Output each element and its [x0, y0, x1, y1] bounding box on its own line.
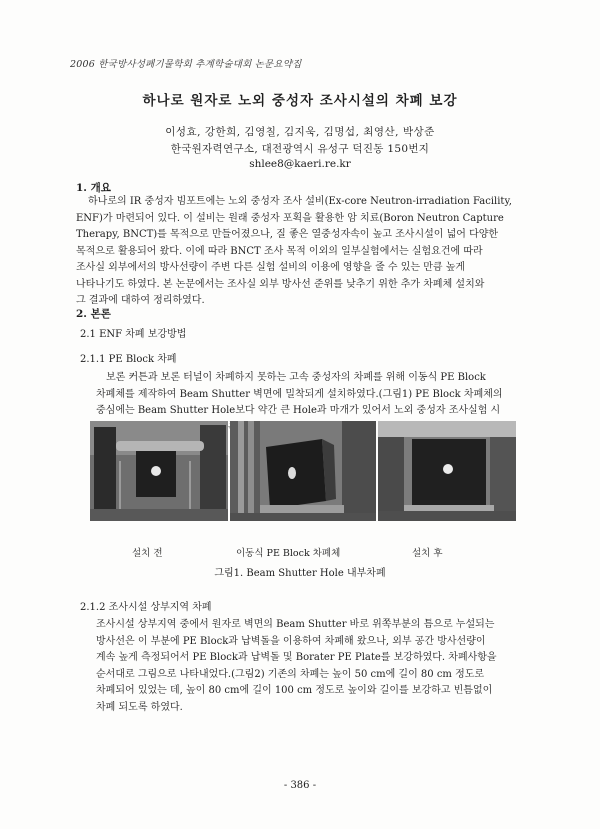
paragraph-line: 그 결과에 대하여 정리하였다. [76, 295, 205, 306]
paragraph-line: 나타나기도 하였다. 본 논문에서는 조사실 외부 방사선 준위를 낮추기 위한 추가 차폐체 설치와 [76, 278, 485, 290]
paragraph-line: 차폐되어 있었는 데, 높이 80 cm에 길이 100 cm 정도로 높이와 길이를 보강하고 빈틈없이 [96, 685, 493, 696]
affiliation: 한국원자력연구소, 대전광역시 유성구 덕진동 150번지 [170, 143, 430, 155]
paragraph-line: 차폐 되도록 하였다. [96, 701, 183, 713]
author-email: shlee8@kaeri.re.kr [249, 158, 351, 170]
paragraph-line: 순서대로 그림으로 나타내었다.(그림2) 기존의 차폐는 높이 50 cm에 길이 80 cm 정도로 [96, 668, 485, 680]
subsection-heading-2-1: 2.1 ENF 차폐 보강방법 [80, 329, 187, 340]
figure-1-photos [90, 421, 516, 521]
paragraph-line: 조사시설 상부지역 중에서 원자로 벽면의 Beam Shutter 바로 위쪽부분의 틈으로 누설되는 [96, 619, 495, 630]
section-heading-overview: 1. 개요 [76, 182, 111, 194]
photo-mobile-pe-block [230, 421, 376, 521]
paragraph-line: 중심에는 Beam Shutter Hole보다 약간 큰 Hole과 마개가 있어서 노외 중성자 조사실험 시 [96, 405, 501, 416]
running-head: 2006 한국방사성폐기물학회 추계학술대회 논문요약집 [70, 59, 302, 70]
paragraph-line: 방사선은 이 부분에 PE Block과 납벽돌을 이용하여 차폐해 왔으나, 외부 공간 방사선량이 [96, 635, 486, 647]
upper-area-paragraph [96, 617, 526, 716]
photo-before-installation [90, 421, 228, 521]
paragraph-line: 차폐체를 제작하여 Beam Shutter 벽면에 밀착되게 설치하였다.(그림1) PE Block 차폐체의 [96, 388, 503, 400]
paragraph-line: 하나로의 IR 중성자 빔포트에는 노외 중성자 조사 설비(Ex-core Neutron-irradiation Facility, [88, 196, 512, 207]
paragraph-line: 계속 높게 측정되어서 PE Block과 납벽돌 및 Borater PE Plate를 보강하였다. 차폐사항을 [96, 652, 497, 663]
paragraph-line: ENF)가 마련되어 있다. 이 설비는 원래 중성자 포획을 활용한 암 치료(Boron Neutron Capture [76, 212, 504, 224]
paragraph-line: 목적으로 활용되어 왔다. 이에 따라 BNCT 조사 목적 이외의 일부실험에서는 실험요건에 따라 [76, 245, 483, 257]
paragraph-line: 보론 커튼과 보론 터널이 차폐하지 못하는 고속 중성자의 차폐를 위해 이동식 PE Block [106, 372, 486, 383]
paragraph-line: Therapy, BNCT)를 목적으로 만들어졌으나, 질 좋은 열중성자속이 높고 조사시설이 넓어 다양한 [76, 229, 499, 240]
subsection-heading-2-1-2: 2.1.2 조사시설 상부지역 차폐 [80, 602, 212, 613]
photo-after-installation [378, 421, 516, 521]
figure-1-title: 그림1. Beam Shutter Hole 내부차폐 [214, 568, 386, 579]
caption-before: 설치 전 [132, 548, 163, 559]
paragraph-line: 조사실 외부에서의 방사선량이 주변 다른 실험 설비의 이용에 영향을 줄 수 있는 만큼 높게 [76, 262, 466, 273]
caption-mobile-pe-block: 이동식 PE Block 차폐체 [236, 548, 341, 559]
section-heading-main: 2. 본론 [76, 308, 111, 320]
caption-after: 설치 후 [412, 548, 443, 559]
page-number: - 386 - [283, 780, 317, 791]
subsection-heading-2-1-1: 2.1.1 PE Block 차폐 [80, 354, 177, 365]
overview-paragraph [76, 194, 526, 310]
author-list: 이성효, 강한희, 김영칠, 김지욱, 김명섭, 최영산, 박상준 [165, 126, 435, 138]
paper-title: 하나로 원자로 노외 중성자 조사시설의 차폐 보강 [142, 93, 458, 109]
